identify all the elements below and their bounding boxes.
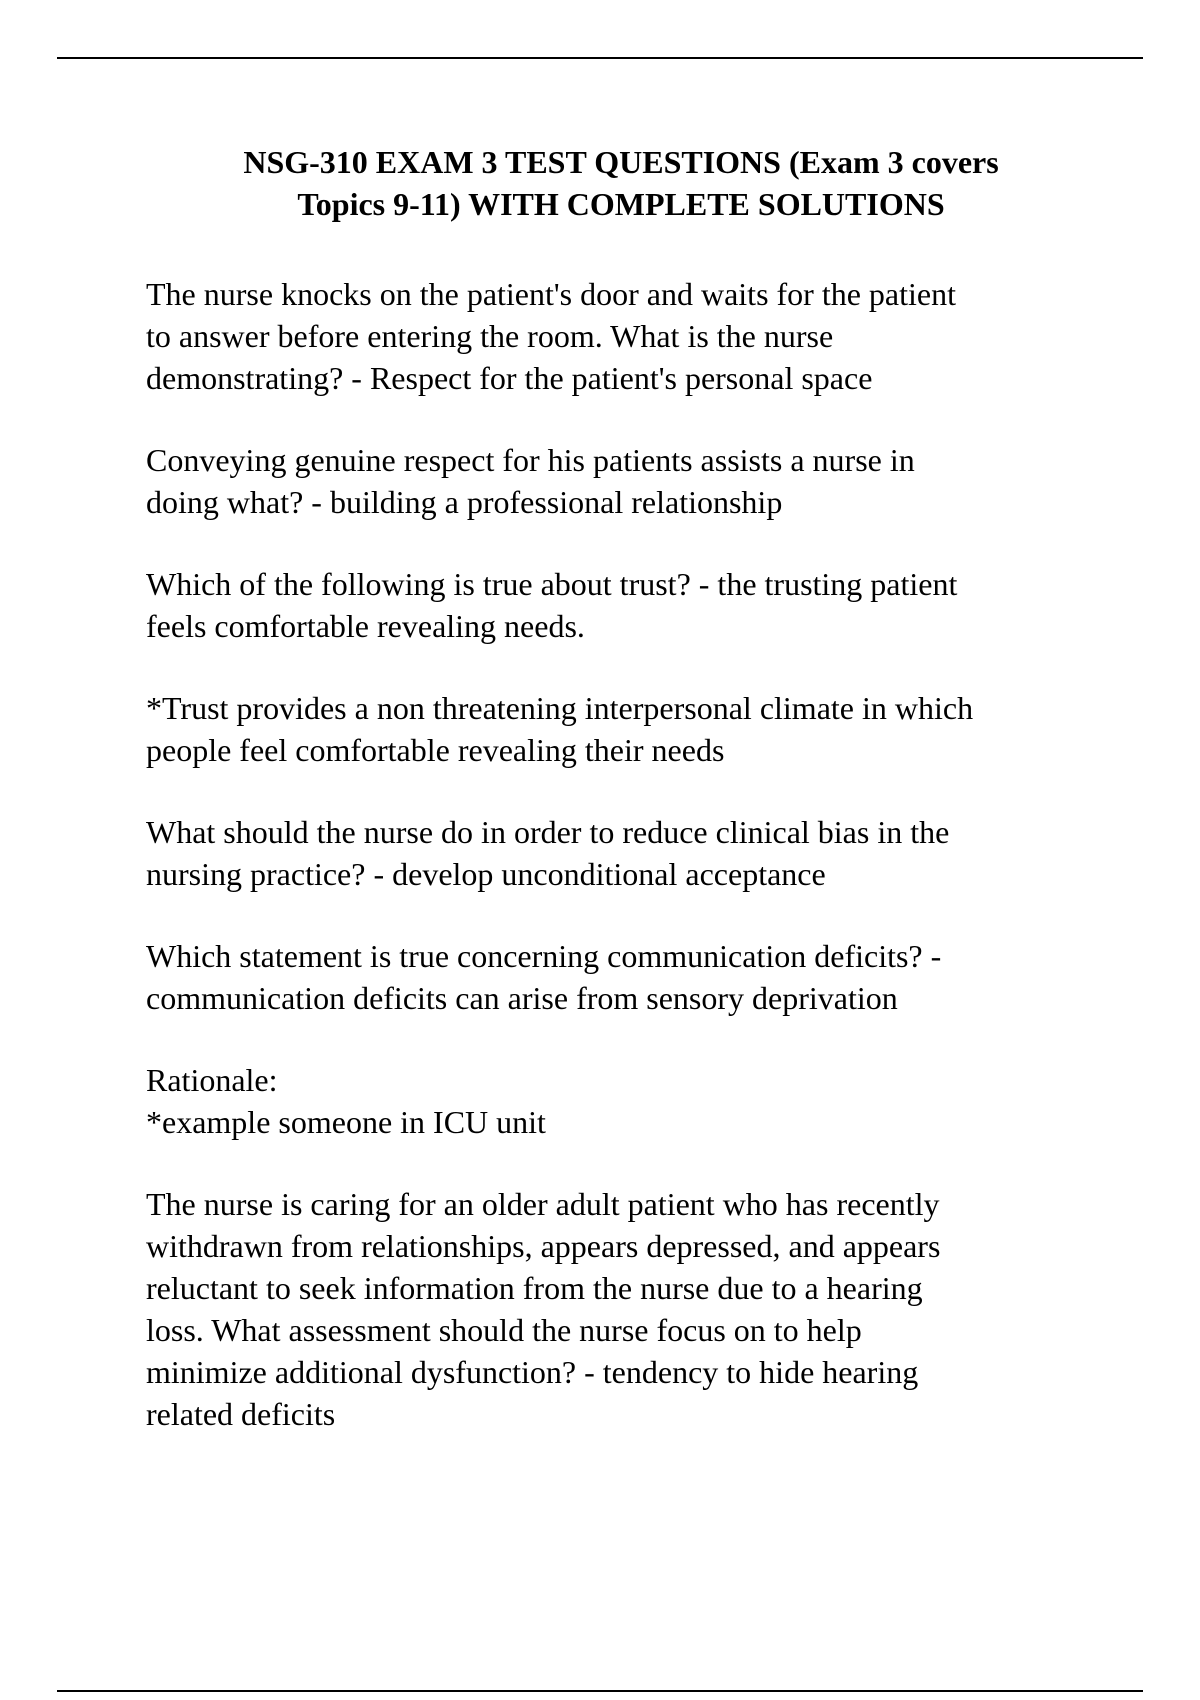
text-line: Rationale: bbox=[146, 1062, 278, 1098]
qa-block-professional-relationship bbox=[146, 439, 1096, 523]
title-line: NSG-310 EXAM 3 TEST QUESTIONS (Exam 3 covers bbox=[243, 144, 999, 180]
note-block-trust bbox=[146, 687, 1096, 771]
rationale-block bbox=[146, 1059, 1096, 1143]
text-line: Conveying genuine respect for his patients assists a nurse in bbox=[146, 442, 915, 478]
text-line: nursing practice? - develop unconditional acceptance bbox=[146, 856, 826, 892]
text-line: reluctant to seek information from the nurse due to a hearing bbox=[146, 1270, 923, 1306]
text-line: The nurse is caring for an older adult patient who has recently bbox=[146, 1186, 940, 1222]
text-line: doing what? - building a professional relationship bbox=[146, 484, 783, 520]
qa-block-communication-deficits bbox=[146, 935, 1096, 1019]
qa-block-trust bbox=[146, 563, 1096, 647]
text-line: to answer before entering the room. What is the nurse bbox=[146, 318, 834, 354]
qa-block-respect-personal-space bbox=[146, 273, 1096, 399]
text-line: related deficits bbox=[146, 1396, 336, 1432]
title-line: Topics 9-11) WITH COMPLETE SOLUTIONS bbox=[297, 186, 945, 222]
text-line: Which of the following is true about trust? - the trusting patient bbox=[146, 566, 958, 602]
top-divider bbox=[57, 57, 1143, 59]
text-line: What should the nurse do in order to reduce clinical bias in the bbox=[146, 814, 950, 850]
text-line: The nurse knocks on the patient's door and waits for the patient bbox=[146, 276, 956, 312]
qa-block-hearing-loss bbox=[146, 1183, 1096, 1435]
text-line: people feel comfortable revealing their needs bbox=[146, 732, 725, 768]
text-line: demonstrating? - Respect for the patient's personal space bbox=[146, 360, 873, 396]
document-page bbox=[146, 141, 1096, 1475]
text-line: *Trust provides a non threatening interpersonal climate in which bbox=[146, 690, 974, 726]
text-line: feels comfortable revealing needs. bbox=[146, 608, 585, 644]
text-line: withdrawn from relationships, appears depressed, and appears bbox=[146, 1228, 941, 1264]
qa-block-clinical-bias bbox=[146, 811, 1096, 895]
text-line: *example someone in ICU unit bbox=[146, 1104, 546, 1140]
text-line: minimize additional dysfunction? - tendency to hide hearing bbox=[146, 1354, 919, 1390]
text-line: communication deficits can arise from sensory deprivation bbox=[146, 980, 898, 1016]
text-line: Which statement is true concerning communication deficits? - bbox=[146, 938, 942, 974]
text-line: loss. What assessment should the nurse focus on to help bbox=[146, 1312, 862, 1348]
bottom-divider bbox=[57, 1690, 1143, 1692]
document-title bbox=[146, 141, 1096, 225]
